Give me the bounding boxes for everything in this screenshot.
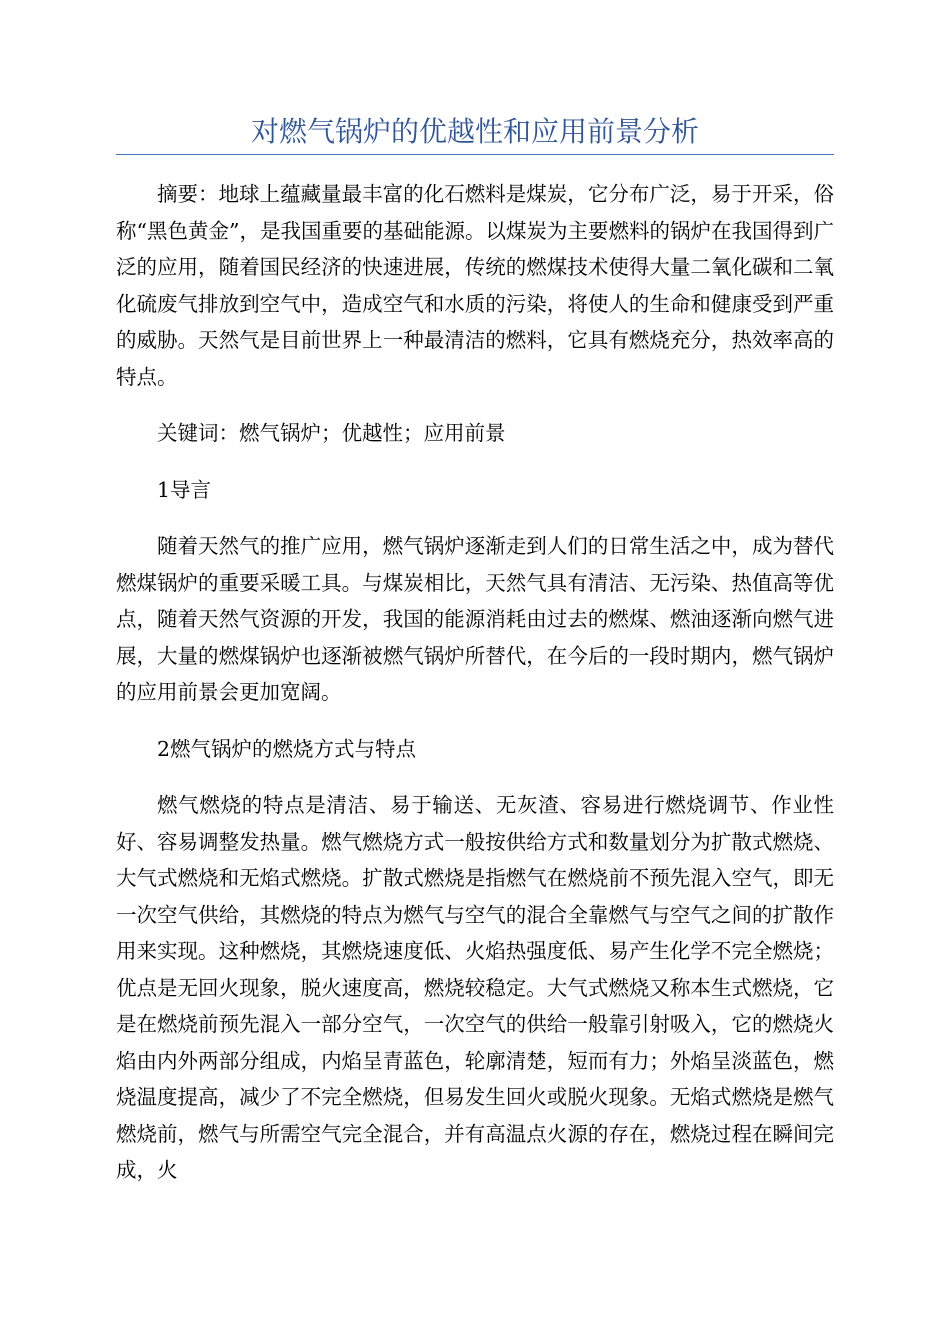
section-1-heading: 1导言 [157, 477, 212, 502]
document-title: 对燃气锅炉的优越性和应用前景分析 [250, 115, 699, 148]
document-body [116, 176, 834, 1209]
title-underline [116, 154, 834, 155]
section-2-heading: 2燃气锅炉的燃烧方式与特点 [157, 736, 417, 761]
abstract-paragraph: 摘要：地球上蕴藏量最丰富的化石燃料是煤炭，它分布广泛，易于开采，俗称“黑色黄金”，是我国重要的基础能源。以煤炭为主要燃料的锅炉在我国得到广泛的应用，随着国民经济的快速进展，传统的燃煤技术使得大量二氧化碳和二氧化硫废气排放到空气中，造成空气和水质的污染，将使人的生命和健康受到严重的威胁。天然气是目前世界上一种最清洁的燃料，它具有燃烧充分，热效率高的特点。 [116, 182, 834, 389]
section-2-paragraph: 燃气燃烧的特点是清洁、易于输送、无灰渣、容易进行燃烧调节、作业性好、容易调整发热量。燃气燃烧方式一般按供给方式和数量划分为扩散式燃烧、大气式燃烧和无焰式燃烧。扩散式燃烧是指燃气在燃烧前不预先混入空气，即无一次空气供给，其燃烧的特点为燃气与空气的混合全靠燃气与空气之间的扩散作用来实现。这种燃烧，其燃烧速度低、火焰热强度低、易产生化学不完全燃烧；优点是无回火现象，脱火速度高，燃烧较稳定。大气式燃烧又称本生式燃烧，它是在燃烧前预先混入一部分空气，一次空气的供给一般靠引射吸入，它的燃烧火焰由内外两部分组成，内焰呈青蓝色，轮廓清楚，短而有力；外焰呈淡蓝色，燃烧温度提高，减少了不完全燃烧，但易发生回火或脱火现象。无焰式燃烧是燃气燃烧前，燃气与所需空气完全混合，并有高温点火源的存在，燃烧过程在瞬间完成，火 [116, 793, 834, 1182]
section-1-paragraph: 随着天然气的推广应用，燃气锅炉逐渐走到人们的日常生活之中，成为替代燃煤锅炉的重要采暖工具。与煤炭相比，天然气具有清洁、无污染、热值高等优点，随着天然气资源的开发，我国的能源消耗由过去的燃煤、燃油逐渐向燃气进展，大量的燃煤锅炉也逐渐被燃气锅炉所替代，在今后的一段时期内，燃气锅炉的应用前景会更加宽阔。 [116, 534, 834, 704]
keywords-paragraph: 关键词：燃气锅炉；优越性；应用前景 [157, 421, 506, 445]
